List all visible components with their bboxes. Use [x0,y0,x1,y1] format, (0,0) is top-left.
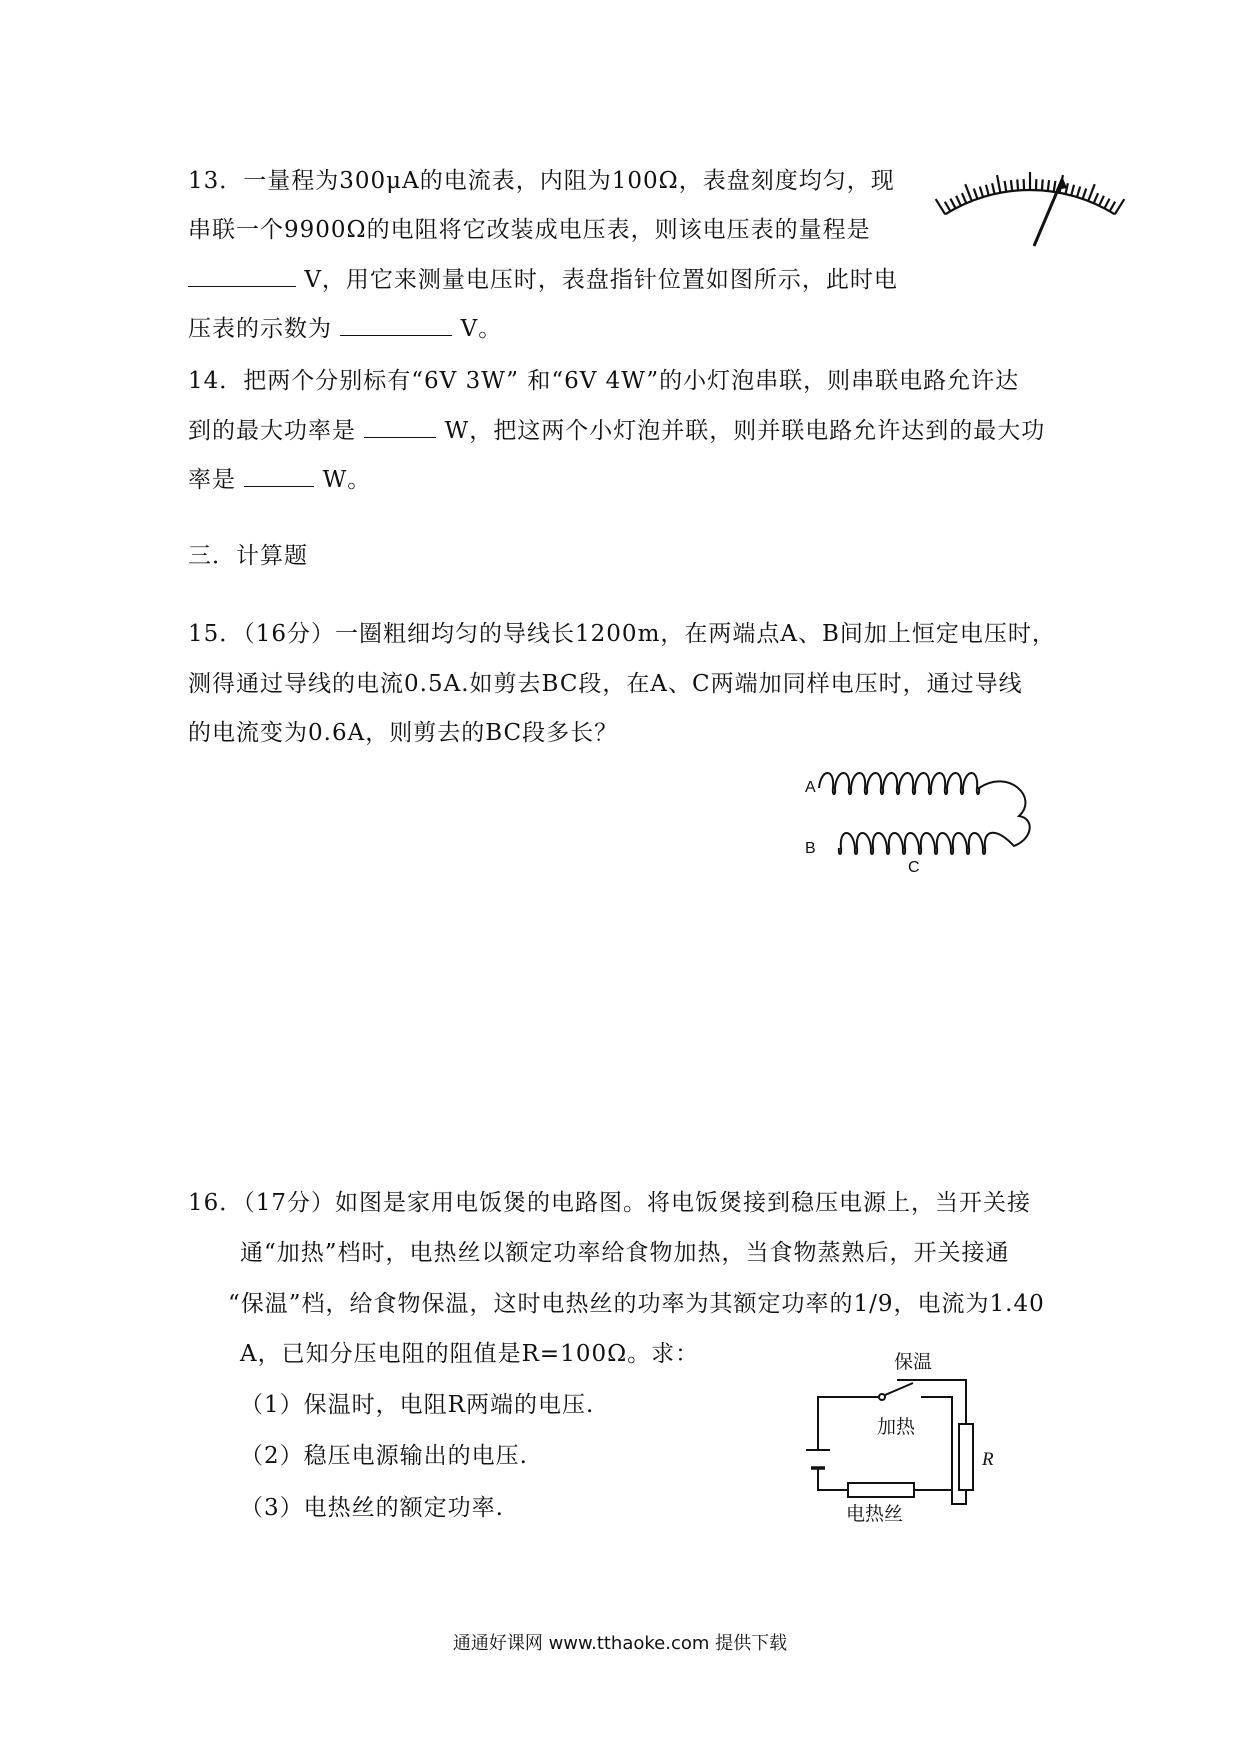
meter-dial-tick [1104,199,1109,209]
q13-line-3 [188,263,898,297]
meter-dial-tick [965,184,972,201]
q13-blank-range[interactable] [188,264,296,287]
circuit-wire-left [818,1397,878,1450]
q15-line-2: 测得通过导线的电流0.5A.如剪去BC段，在A、C两端加同样电压时，通过导线 [188,671,1023,697]
meter-dial-tick [962,193,966,203]
meter-dial-tick [956,196,961,206]
meter-dial-tick [1071,185,1074,196]
q14-line-2-text-b: W，把这两个小灯泡并联，则并联电路允许达到的最大功 [444,418,1046,444]
label-dianresi: 电热丝 [846,1503,904,1522]
q16-sub-3: （3）电热丝的额定功率. [240,1495,504,1521]
meter-dial-tick [1077,187,1080,198]
coil-wire [819,773,1030,854]
circuit-wire-heating-contact [921,1397,952,1490]
q14-line-2-text-a: 到的最大功率是 [188,418,356,444]
meter-dial-tick [992,183,994,194]
heating-wire-resistor [848,1483,914,1497]
meter-dial-tick [936,199,946,214]
switch-pivot [879,1394,885,1400]
meter-dial-tick [1065,183,1067,194]
label-jiare: 加热 [877,1416,916,1438]
meter-dial-tick [1005,181,1007,192]
meter-dial-tick [945,202,950,212]
q13-line-4 [188,312,502,346]
meter-dial-tick [1083,189,1087,199]
resistor-r [959,1424,973,1490]
meter-dial-arc [945,190,1115,214]
label-baowen: 保温 [894,1351,933,1373]
q13-line-2: 串联一个9900Ω的电阻将它改装成电压表，则该电压表的量程是 [188,217,871,243]
q14-line-3-text-a: 率是 [188,467,236,493]
label-r: R [982,1449,994,1470]
meter-dial-tick [1017,179,1018,190]
circuit-wire-left-bottom [818,1468,848,1490]
meter-dial-tick [1042,179,1043,190]
circuit-wire-right-bottom [952,1490,966,1504]
meter-dial-tick [1054,181,1056,192]
q14-blank-parallel[interactable] [244,464,314,487]
q13-line-4-text-b: V。 [460,316,503,342]
meter-dial-tick [1099,196,1104,206]
meter-dial-tick [1088,184,1095,201]
q14-line-2 [188,414,1045,448]
coil-label-a: A [805,779,816,796]
q16-line-2: 通“加热”档时，电热丝以额定功率给食物加热，当食物蒸熟后，开关接通 [240,1240,1010,1266]
q14-line-3-text-b: W。 [322,467,372,493]
meter-dial-tick [974,189,978,199]
q16-line-3: “保温”档，给食物保温，这时电热丝的功率为其额定功率的1/9，电流为1.40 [228,1291,1045,1317]
meter-dial-tick [980,187,983,198]
q14-line-3 [188,463,371,497]
q16-line-4: A，已知分压电阻的阻值是R=100Ω。求： [240,1341,700,1367]
meter-dial-ticks [936,172,1125,214]
coil-wire-figure [805,768,1045,878]
meter-dial-tick [997,175,1000,193]
q14-line-1: 14．把两个分别标有“6V 3W” 和“6V 4W”的小灯泡串联，则串联电路允许达 [188,368,1020,394]
rice-cooker-circuit-figure [800,1342,1030,1522]
meter-dial-figure [920,150,1140,260]
meter-dial-tick [1094,193,1098,203]
meter-dial-tick [986,185,989,196]
q13-line-3-text: V，用它来测量电压时，表盘指针位置如图所示，此时电 [304,267,898,293]
switch-blade [885,1383,913,1395]
meter-needle-tip [1056,176,1067,190]
section-title-calculation: 三．计算题 [188,543,308,569]
q16-sub-1: （1）保温时，电阻R两端的电压. [240,1392,595,1418]
meter-dial-tick [1011,180,1012,191]
page-footer: 通通好课网 www.tthaoke.com 提供下载 [452,1633,788,1654]
q15-line-1: 15．（16分）一圈粗细均匀的导线长1200m，在两端点A、B间加上恒定电压时， [188,621,1056,647]
meter-dial-tick [1110,202,1115,212]
q13-line-1: 13．一量程为300μA的电流表，内阻为100Ω，表盘刻度均匀，现 [188,168,895,194]
meter-dial-tick [1115,199,1125,214]
coil-label-c: C [908,859,920,876]
q16-sub-2: （2）稳压电源输出的电压. [240,1443,528,1469]
coil-label-b: B [805,840,816,857]
q13-blank-reading[interactable] [340,313,452,336]
meter-dial-tick [950,199,955,209]
q14-blank-series[interactable] [364,415,436,438]
q16-line-1: 16．（17分）如图是家用电饭煲的电路图。将电饭煲接到稳压电源上，当开关接 [188,1190,1032,1216]
q15-line-3: 的电流变为0.6A，则剪去的BC段多长？ [188,720,619,746]
q13-line-4-text-a: 压表的示数为 [188,316,332,342]
meter-dial-tick [1048,180,1049,191]
